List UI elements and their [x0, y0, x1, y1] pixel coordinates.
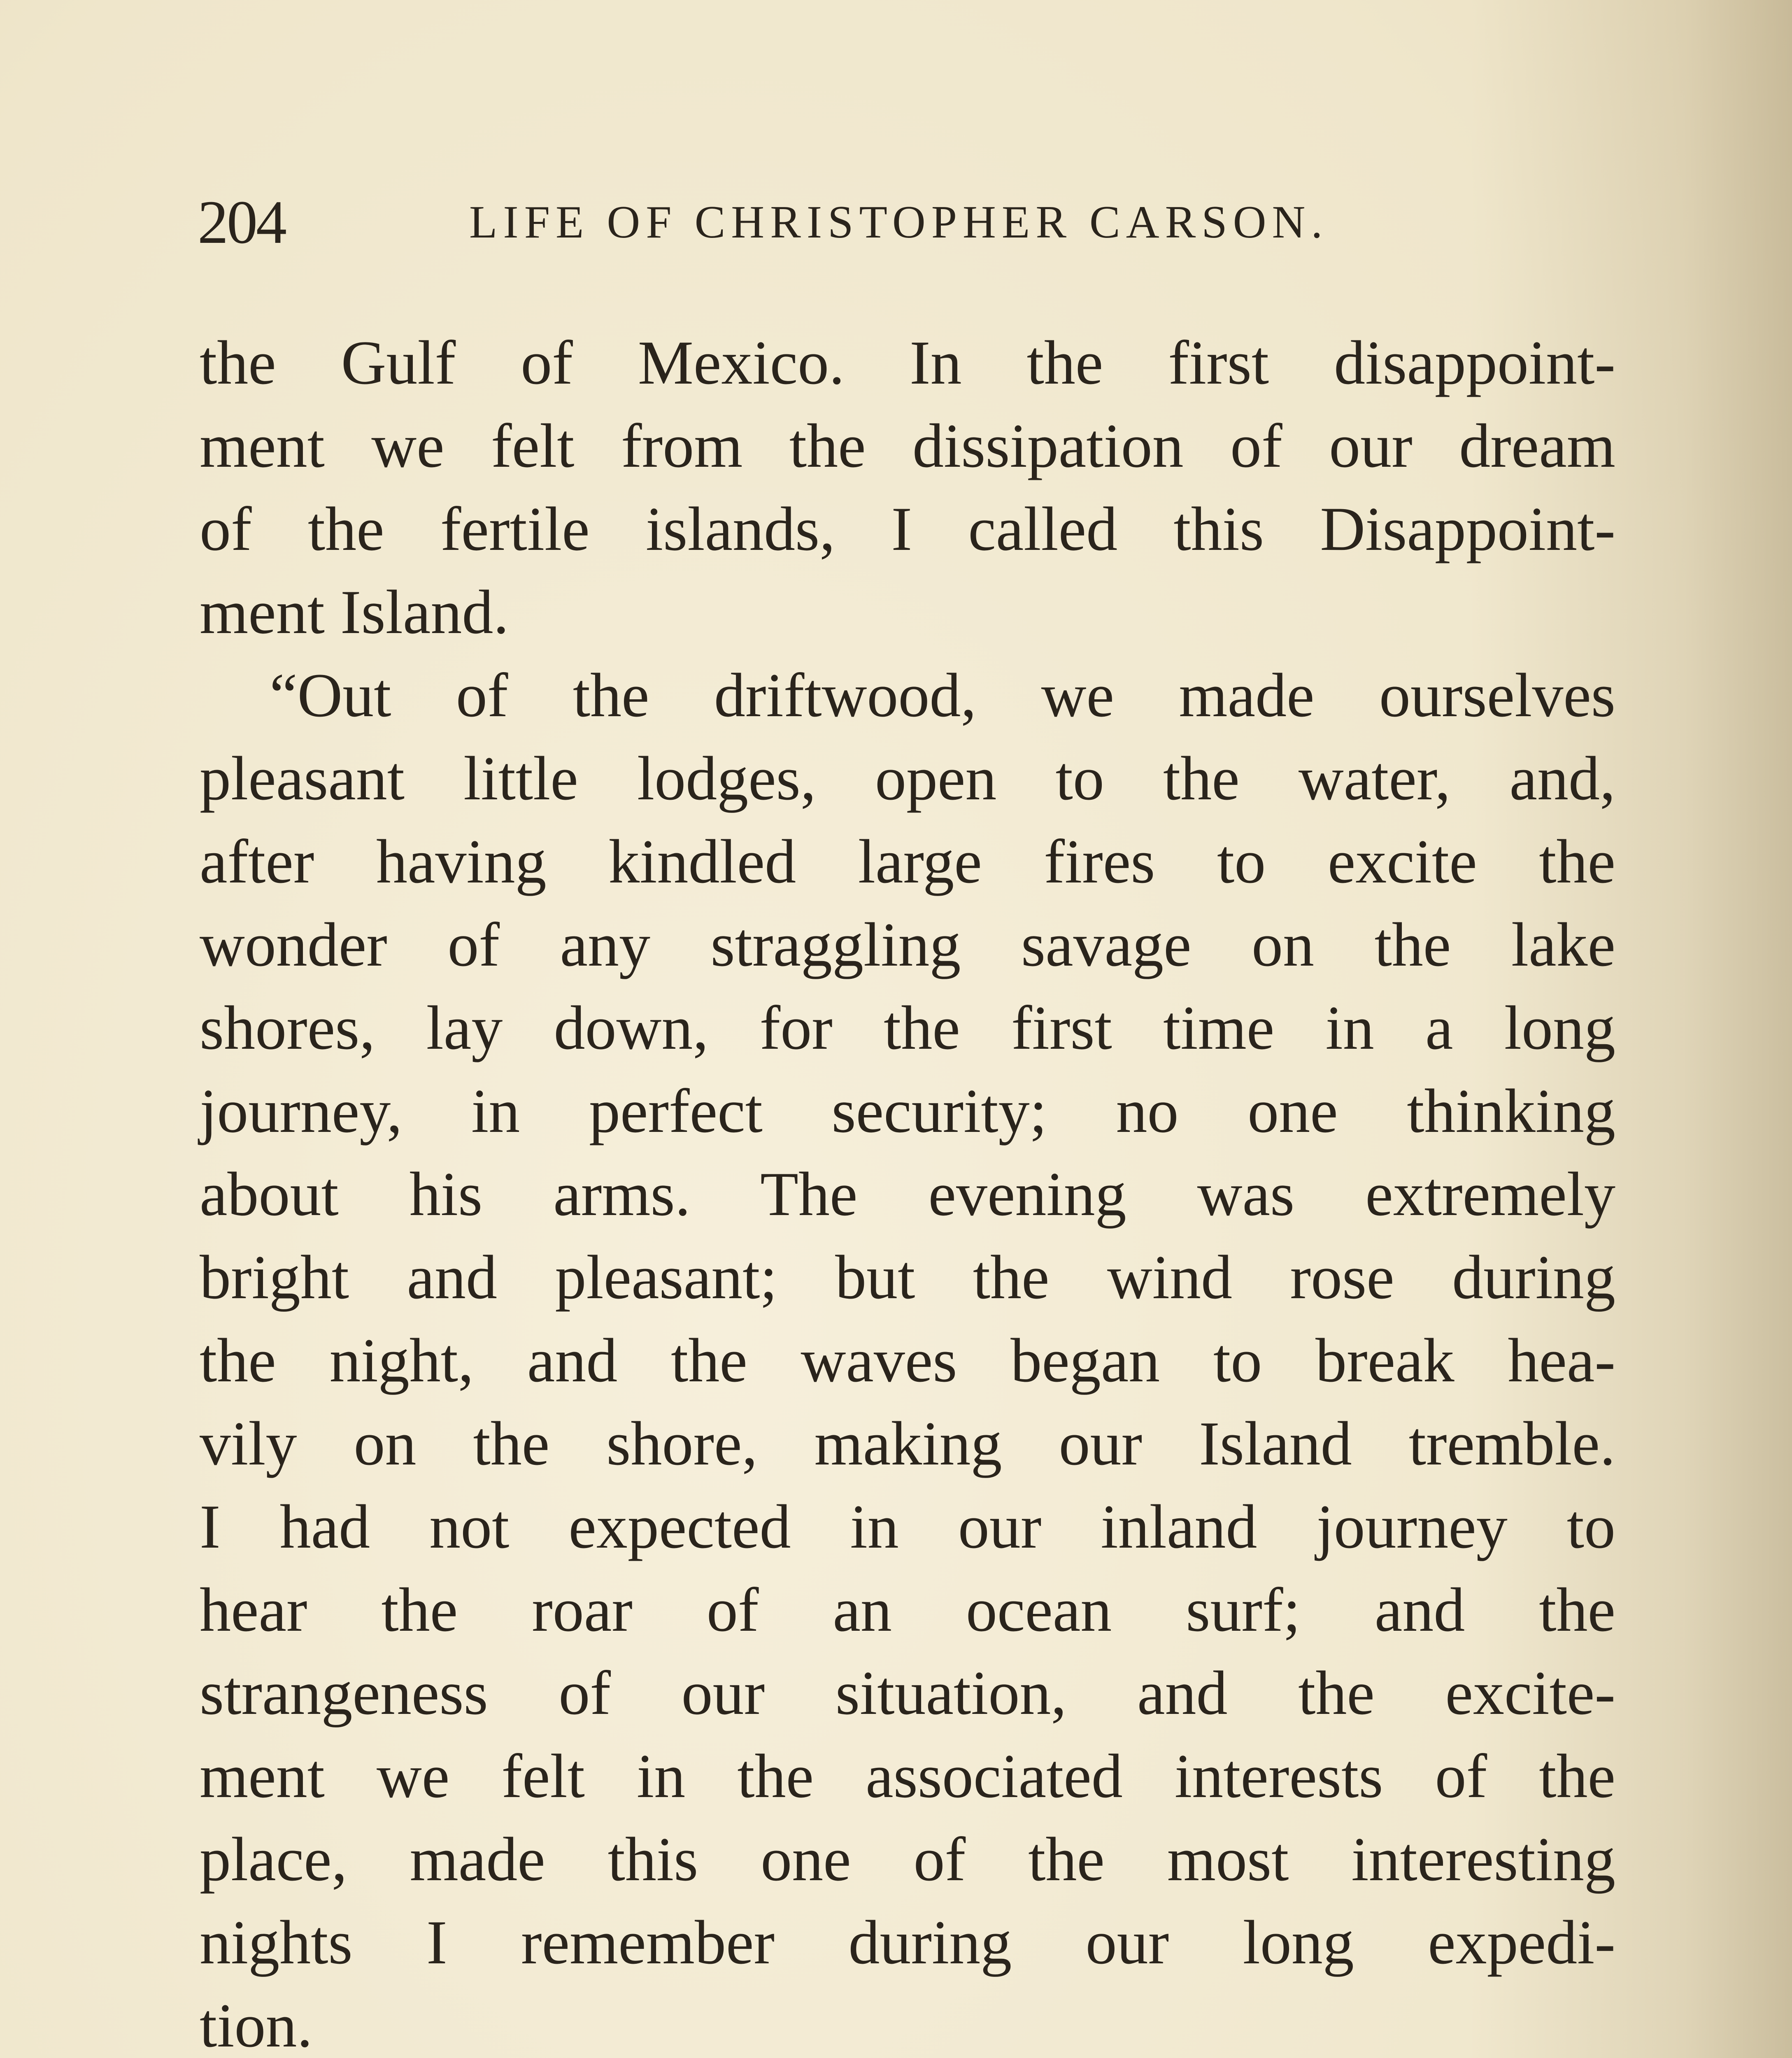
text-line: hear the roar of an ocean surf; and the — [200, 1575, 1615, 1644]
text-line: nights I remember during our long expedi- — [200, 1908, 1615, 1977]
text-line: bright and pleasant; but the wind rose during — [200, 1243, 1615, 1312]
text-line: wonder of any straggling savage on the lake — [200, 910, 1615, 979]
text-line: the Gulf of Mexico. In the first disappoint- — [200, 328, 1615, 397]
text-line: place, made this one of the most interesting — [200, 1825, 1615, 1894]
running-title: LIFE OF CHRISTOPHER CARSON. — [469, 197, 1329, 248]
text-line: pleasant little lodges, open to the water, and, — [200, 744, 1615, 813]
text-line: ment we felt in the associated interests of the — [200, 1741, 1615, 1811]
text-line: ment we felt from the dissipation of our dream — [200, 411, 1615, 480]
body-text — [200, 321, 1615, 2058]
text-line: vily on the shore, making our Island tremble. — [200, 1409, 1615, 1478]
text-line: shores, lay down, for the first time in a long — [200, 993, 1615, 1062]
text-line: of the fertile islands, I called this Disappoint- — [200, 494, 1615, 563]
text-line: strangeness of our situation, and the excite- — [200, 1658, 1615, 1727]
page-number: 204 — [198, 188, 285, 256]
text-line: ment Island. — [200, 577, 509, 647]
page-header — [198, 181, 1622, 263]
text-line: about his arms. The evening was extremely — [200, 1159, 1615, 1229]
text-line: I had not expected in our inland journey to — [200, 1492, 1615, 1561]
text-line: the night, and the waves began to break hea- — [200, 1326, 1615, 1395]
text-line: “Out of the driftwood, we made ourselves — [270, 661, 1615, 730]
text-line: journey, in perfect security; no one thinking — [200, 1076, 1615, 1145]
text-line: tion. — [200, 1991, 313, 2058]
text-line: after having kindled large fires to excite the — [200, 827, 1615, 896]
